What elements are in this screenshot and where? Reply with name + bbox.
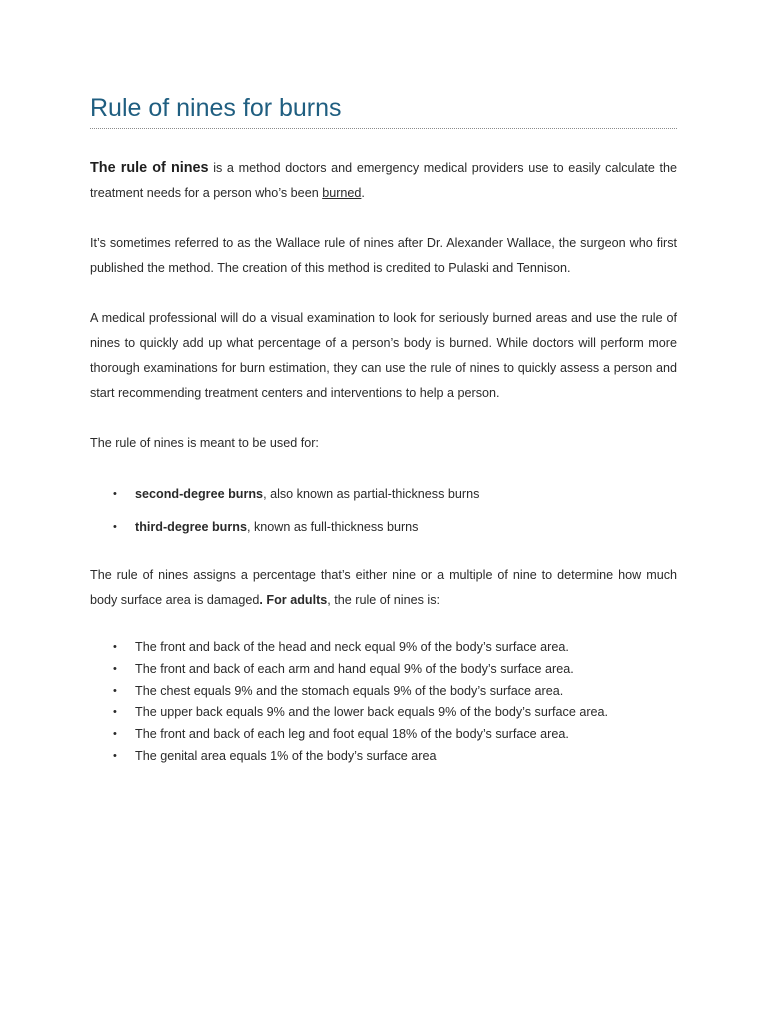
list-item (90, 725, 677, 747)
burn-type-description: , known as full-thickness burns (246, 520, 419, 534)
percentage-text-end: , the rule of nines is: (327, 593, 441, 607)
intro-text: is a method doctors and emergency medical providers use to easily calculate the treatment needs for a person who’s been (90, 161, 677, 200)
list-item (90, 638, 677, 660)
rule-text: The chest equals 9% and the stomach equals 9% of the body’s surface area. (135, 683, 564, 698)
burn-type-name: third-degree burns (135, 520, 247, 534)
list-item (90, 682, 677, 704)
examination-paragraph: A medical professional will do a visual examination to look for seriously burned areas and use the rule of nines to quickly add up what percentage of a person’s body is burned. While doctors will perform more thorough examinations for burn estimation, they can use the rule of nines to quickly assess a person and start recommending treatment centers and interventions to help a person. (90, 311, 677, 400)
page-title: Rule of nines for burns (90, 94, 342, 122)
list-item (90, 660, 677, 682)
burn-type-description: , also known as partial-thickness burns (263, 487, 480, 501)
burn-type-name: second-degree burns (135, 487, 264, 501)
list-item (90, 703, 677, 725)
bullet-dot: • (113, 749, 117, 762)
used-for-paragraph: The rule of nines is meant to be used for: (90, 436, 319, 450)
rule-text: The upper back equals 9% and the lower back equals 9% of the body’s surface area. (135, 705, 609, 720)
rule-text: The front and back of the head and neck equal 9% of the body’s surface area. (135, 640, 569, 654)
adult-rules-list (90, 638, 677, 769)
for-adults-label: . For adults (259, 593, 328, 607)
list-item (90, 485, 677, 518)
bullet-dot: • (113, 662, 117, 675)
bullet-dot: • (113, 684, 117, 697)
percentage-paragraph (90, 563, 677, 613)
bullet-dot: • (113, 728, 117, 741)
wallace-paragraph: It’s sometimes referred to as the Wallace rule of nines after Dr. Alexander Wallace, the surgeon who first published the method. The creation of this method is credited to Pulaski and Tennison. (90, 236, 677, 275)
list-item (90, 747, 677, 769)
rule-text: The genital area equals 1% of the body’s surface area (135, 748, 437, 763)
bullet-dot: • (113, 641, 117, 653)
burned-link[interactable]: burned (322, 186, 362, 200)
bullet-dot: • (113, 706, 117, 719)
rule-text: The front and back of each arm and hand equal 9% of the body’s surface area. (135, 661, 574, 676)
percentage-text: The rule of nines assigns a percentage that’s either nine or a multiple of nine to determine how much body surface area is damaged (90, 568, 677, 607)
bullet-dot: • (113, 521, 117, 533)
list-item (90, 518, 677, 551)
intro-text-end: . (361, 186, 365, 200)
burn-types-list (90, 485, 677, 551)
rule-text: The front and back of each leg and foot equal 18% of the body’s surface area. (135, 727, 569, 742)
intro-lead: The rule of nines (90, 160, 209, 176)
intro-paragraph (90, 156, 677, 206)
title-divider (90, 128, 677, 129)
bullet-dot: • (113, 488, 117, 500)
